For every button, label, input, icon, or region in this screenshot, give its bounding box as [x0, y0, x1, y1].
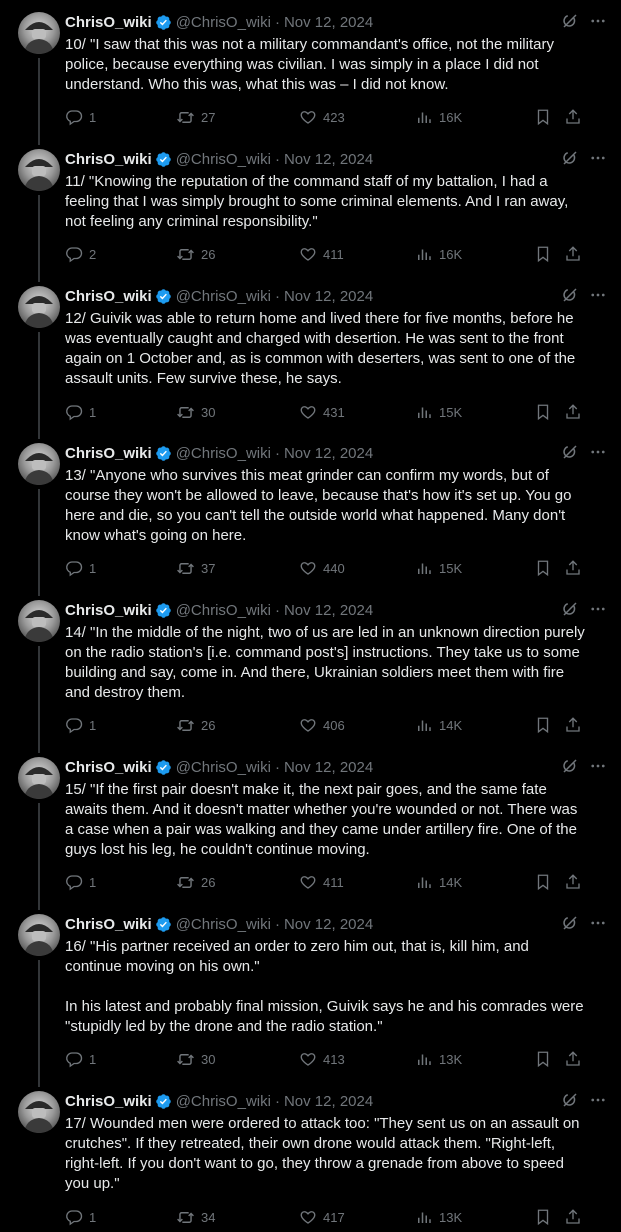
tweet-header — [65, 443, 373, 463]
grok-icon[interactable] — [561, 149, 579, 167]
views-count: 16K — [439, 109, 463, 125]
action-bar — [65, 243, 585, 265]
tweet-text: 13/ "Anyone who survives this meat grinder can confirm my words, but of course they won't be allowed to leave, because that's how it's set up. You go here and die, so you can't tell the outside world what happened. Many don't know what's going on here. — [65, 467, 572, 544]
repost-count: 26 — [201, 717, 216, 733]
views-icon — [415, 1050, 433, 1068]
repost-button[interactable] — [176, 871, 215, 893]
bookmark-button[interactable] — [534, 714, 552, 736]
more-icon[interactable] — [589, 149, 607, 167]
thread-line — [38, 195, 40, 282]
share-button[interactable] — [564, 557, 582, 579]
share-button[interactable] — [564, 243, 582, 265]
views-button[interactable] — [415, 1206, 462, 1228]
views-button[interactable] — [415, 1048, 462, 1070]
more-icon[interactable] — [589, 914, 607, 932]
views-count: 15K — [439, 560, 463, 576]
like-count: 440 — [323, 560, 345, 576]
author-handle[interactable]: @ChrisO_wiki — [175, 13, 271, 31]
grok-icon[interactable] — [561, 757, 579, 775]
reply-count: 1 — [89, 874, 97, 890]
bookmark-icon — [534, 1208, 552, 1226]
bookmark-button[interactable] — [534, 871, 552, 893]
tweet-date[interactable]: Nov 12, 2024 — [283, 444, 374, 462]
action-bar — [65, 714, 585, 736]
author-handle[interactable]: @ChrisO_wiki — [175, 915, 271, 933]
reply-count: 1 — [89, 717, 97, 733]
separator-dot: · — [274, 758, 280, 776]
tweet-top-icons — [561, 1091, 607, 1109]
reply-icon — [65, 108, 83, 126]
tweet-top-icons — [561, 757, 607, 775]
repost-button[interactable] — [176, 106, 215, 128]
share-icon — [564, 559, 582, 577]
tweet-date[interactable]: Nov 12, 2024 — [283, 287, 374, 305]
more-icon[interactable] — [589, 12, 607, 30]
repost-count: 26 — [201, 874, 216, 890]
like-icon — [299, 873, 317, 891]
grok-icon[interactable] — [561, 286, 579, 304]
thread-line — [38, 960, 40, 1087]
reply-button[interactable] — [65, 714, 96, 736]
tweet-date[interactable]: Nov 12, 2024 — [283, 601, 374, 619]
views-icon — [415, 1208, 433, 1226]
repost-count: 30 — [201, 1051, 216, 1067]
bookmark-button[interactable] — [534, 243, 552, 265]
author-handle[interactable]: @ChrisO_wiki — [175, 1092, 271, 1110]
repost-button[interactable] — [176, 714, 215, 736]
author-name[interactable]: ChrisO_wiki — [65, 444, 152, 462]
avatar[interactable] — [18, 1091, 60, 1133]
like-icon — [299, 403, 317, 421]
bookmark-icon — [534, 245, 552, 263]
repost-icon — [176, 716, 195, 735]
like-button[interactable] — [299, 1206, 345, 1228]
repost-icon — [176, 1208, 195, 1227]
avatar[interactable] — [18, 443, 60, 485]
reply-count: 1 — [89, 1209, 97, 1225]
thread-line — [38, 332, 40, 439]
thread-line — [38, 803, 40, 910]
bookmark-icon — [534, 716, 552, 734]
tweet-date[interactable]: Nov 12, 2024 — [283, 915, 374, 933]
views-icon — [415, 559, 433, 577]
tweet-header — [65, 149, 373, 169]
reply-button[interactable] — [65, 1048, 96, 1070]
tweet-top-icons — [561, 600, 607, 618]
repost-icon — [176, 245, 195, 264]
avatar[interactable] — [18, 149, 60, 191]
reply-icon — [65, 245, 83, 263]
tweet-text: 14/ "In the middle of the night, two of us are led in an unknown direction purely on the radio station's [i.e. command post's] instructions. They take us to some building and say, come in. And there, Ukrainian soldiers meet them with fire and destroy them. — [65, 624, 585, 701]
author-name[interactable]: ChrisO_wiki — [65, 150, 152, 168]
tweet-header — [65, 757, 373, 777]
tweet-text: 12/ Guivik was able to return home and lived there for five months, before he was eventually caught and charged with desertion. He was sent to the front again on 1 October and, as is common with deserters, was sent to one of the assault units. Few survive these, he says. — [65, 310, 576, 387]
bookmark-button[interactable] — [534, 106, 552, 128]
repost-icon — [176, 108, 195, 127]
author-name[interactable]: ChrisO_wiki — [65, 915, 152, 933]
views-button[interactable] — [415, 243, 462, 265]
avatar[interactable] — [18, 600, 60, 642]
separator-dot: · — [274, 13, 280, 31]
grok-icon[interactable] — [561, 1091, 579, 1109]
views-button[interactable] — [415, 714, 462, 736]
share-icon — [564, 108, 582, 126]
like-icon — [299, 1208, 317, 1226]
tweet-header — [65, 600, 373, 620]
thread-line — [38, 489, 40, 596]
share-icon — [564, 1208, 582, 1226]
more-icon[interactable] — [589, 600, 607, 618]
views-count: 13K — [439, 1209, 463, 1225]
grok-icon[interactable] — [561, 600, 579, 618]
tweet-text: 17/ Wounded men were ordered to attack too: "They sent us on an assault on crutches". If they retreated, their own drone would attack them. "Right-left, right-left. If you don't want to go, they throw a grenade from above to speed you up." — [65, 1115, 580, 1192]
views-button[interactable] — [415, 871, 462, 893]
bookmark-icon — [534, 403, 552, 421]
like-count: 411 — [323, 874, 344, 890]
like-icon — [299, 1050, 317, 1068]
repost-count: 27 — [201, 109, 216, 125]
verified-badge-icon — [155, 1093, 172, 1110]
bookmark-icon — [534, 108, 552, 126]
tweet-date[interactable]: Nov 12, 2024 — [283, 150, 374, 168]
verified-badge-icon — [155, 151, 172, 168]
tweet-top-icons — [561, 914, 607, 932]
tweet[interactable] — [0, 745, 621, 902]
tweet-header — [65, 1091, 373, 1111]
thread-line — [38, 58, 40, 145]
action-bar — [65, 557, 585, 579]
verified-badge-icon — [155, 602, 172, 619]
verified-badge-icon — [155, 916, 172, 933]
separator-dot: · — [274, 601, 280, 619]
like-count: 417 — [323, 1209, 345, 1225]
more-icon[interactable] — [589, 443, 607, 461]
bookmark-icon — [534, 1050, 552, 1068]
views-count: 14K — [439, 717, 463, 733]
author-handle[interactable]: @ChrisO_wiki — [175, 601, 271, 619]
reply-icon — [65, 716, 83, 734]
bookmark-button[interactable] — [534, 1206, 552, 1228]
like-count: 431 — [323, 404, 345, 420]
tweet-text: 16/ "His partner received an order to zero him out, that is, kill him, and continue moving on his own." In his latest and probably final mission, Guivik says he and his comrades were "stupidly led by the drone and the radio station." — [65, 938, 584, 1035]
tweet-top-icons — [561, 12, 607, 30]
grok-icon[interactable] — [561, 914, 579, 932]
repost-button[interactable] — [176, 557, 215, 579]
reply-count: 1 — [89, 560, 97, 576]
views-icon — [415, 716, 433, 734]
views-button[interactable] — [415, 401, 462, 423]
share-icon — [564, 716, 582, 734]
share-button[interactable] — [564, 871, 582, 893]
separator-dot: · — [274, 150, 280, 168]
verified-badge-icon — [155, 14, 172, 31]
reply-icon — [65, 1050, 83, 1068]
views-icon — [415, 403, 433, 421]
more-icon[interactable] — [589, 286, 607, 304]
author-handle[interactable]: @ChrisO_wiki — [175, 150, 271, 168]
share-button[interactable] — [564, 714, 582, 736]
like-button[interactable] — [299, 401, 345, 423]
author-handle[interactable]: @ChrisO_wiki — [175, 758, 271, 776]
author-name[interactable]: ChrisO_wiki — [65, 287, 152, 305]
repost-button[interactable] — [176, 1048, 215, 1070]
like-icon — [299, 108, 317, 126]
views-count: 14K — [439, 874, 463, 890]
bookmark-button[interactable] — [534, 557, 552, 579]
reply-button[interactable] — [65, 106, 96, 128]
views-button[interactable] — [415, 557, 462, 579]
like-count: 411 — [323, 246, 344, 262]
repost-count: 37 — [201, 560, 216, 576]
views-icon — [415, 108, 433, 126]
author-name[interactable]: ChrisO_wiki — [65, 13, 152, 31]
tweet-text: 11/ "Knowing the reputation of the command staff of my battalion, I had a feeling that I was simply brought to some criminal elements. And I ran away, not feeling any criminal responsibility." — [65, 173, 569, 230]
tweet-header — [65, 914, 373, 934]
like-count: 406 — [323, 717, 345, 733]
more-icon[interactable] — [589, 757, 607, 775]
reply-count: 2 — [89, 246, 97, 262]
views-icon — [415, 245, 433, 263]
like-icon — [299, 245, 317, 263]
share-icon — [564, 403, 582, 421]
author-handle[interactable]: @ChrisO_wiki — [175, 444, 271, 462]
bookmark-icon — [534, 873, 552, 891]
share-button[interactable] — [564, 1206, 582, 1228]
tweet-text: 10/ "I saw that this was not a military commandant's office, not the military police, because everything was civilian. I was simply in a place I did not understand. Who this was, what this was – I did not know. — [65, 36, 554, 93]
separator-dot: · — [274, 287, 280, 305]
grok-icon[interactable] — [561, 443, 579, 461]
reply-icon — [65, 559, 83, 577]
repost-button[interactable] — [176, 243, 215, 265]
share-button[interactable] — [564, 401, 582, 423]
reply-icon — [65, 403, 83, 421]
views-count: 13K — [439, 1051, 463, 1067]
reply-count: 1 — [89, 109, 97, 125]
share-icon — [564, 245, 582, 263]
repost-count: 26 — [201, 246, 216, 262]
tweet-date[interactable]: Nov 12, 2024 — [283, 758, 374, 776]
views-button[interactable] — [415, 106, 462, 128]
like-button[interactable] — [299, 106, 345, 128]
tweet-text: 15/ "If the first pair doesn't make it, the next pair goes, and the same fate awaits them. And it doesn't matter whether you're wounded or not. There was a case when a pair was walking and they came under artillery fire. One of the guys lost his leg, he couldn't continue moving. — [65, 781, 578, 858]
author-name[interactable]: ChrisO_wiki — [65, 601, 152, 619]
repost-button[interactable] — [176, 401, 215, 423]
tweet[interactable] — [0, 902, 621, 1079]
author-handle[interactable]: @ChrisO_wiki — [175, 287, 271, 305]
repost-icon — [176, 1050, 195, 1069]
action-bar — [65, 401, 585, 423]
reply-count: 1 — [89, 1051, 97, 1067]
share-button[interactable] — [564, 106, 582, 128]
tweet[interactable] — [0, 274, 621, 431]
tweet-date[interactable]: Nov 12, 2024 — [283, 13, 374, 31]
separator-dot: · — [274, 444, 280, 462]
tweet-header — [65, 12, 373, 32]
reply-button[interactable] — [65, 401, 96, 423]
tweet[interactable] — [0, 0, 621, 137]
action-bar — [65, 1206, 585, 1228]
repost-button[interactable] — [176, 1206, 215, 1228]
like-button[interactable] — [299, 243, 344, 265]
author-name[interactable]: ChrisO_wiki — [65, 758, 152, 776]
views-count: 16K — [439, 246, 463, 262]
separator-dot: · — [274, 1092, 280, 1110]
share-icon — [564, 873, 582, 891]
tweet-top-icons — [561, 443, 607, 461]
more-icon[interactable] — [589, 1091, 607, 1109]
tweet[interactable] — [0, 137, 621, 274]
avatar[interactable] — [18, 286, 60, 328]
reply-button[interactable] — [65, 243, 96, 265]
reply-icon — [65, 873, 83, 891]
like-button[interactable] — [299, 1048, 345, 1070]
action-bar — [65, 1048, 585, 1070]
grok-icon[interactable] — [561, 12, 579, 30]
verified-badge-icon — [155, 759, 172, 776]
reply-button[interactable] — [65, 1206, 96, 1228]
tweet[interactable] — [0, 588, 621, 745]
tweet-header — [65, 286, 373, 306]
action-bar — [65, 106, 585, 128]
like-count: 423 — [323, 109, 345, 125]
views-icon — [415, 873, 433, 891]
reply-icon — [65, 1208, 83, 1226]
like-icon — [299, 559, 317, 577]
like-button[interactable] — [299, 557, 345, 579]
share-button[interactable] — [564, 1048, 582, 1070]
like-icon — [299, 716, 317, 734]
like-button[interactable] — [299, 871, 344, 893]
like-button[interactable] — [299, 714, 345, 736]
tweet[interactable] — [0, 1079, 621, 1232]
thread-line — [38, 646, 40, 753]
tweet-top-icons — [561, 286, 607, 304]
verified-badge-icon — [155, 445, 172, 462]
action-bar — [65, 871, 585, 893]
bookmark-button[interactable] — [534, 401, 552, 423]
bookmark-button[interactable] — [534, 1048, 552, 1070]
tweet-date[interactable]: Nov 12, 2024 — [283, 1092, 374, 1110]
tweet[interactable] — [0, 431, 621, 588]
avatar[interactable] — [18, 12, 60, 54]
reply-button[interactable] — [65, 871, 96, 893]
repost-icon — [176, 873, 195, 892]
repost-icon — [176, 559, 195, 578]
author-name[interactable]: ChrisO_wiki — [65, 1092, 152, 1110]
reply-button[interactable] — [65, 557, 96, 579]
views-count: 15K — [439, 404, 463, 420]
repost-count: 34 — [201, 1209, 216, 1225]
avatar[interactable] — [18, 757, 60, 799]
separator-dot: · — [274, 915, 280, 933]
bookmark-icon — [534, 559, 552, 577]
tweet-top-icons — [561, 149, 607, 167]
repost-count: 30 — [201, 404, 216, 420]
avatar[interactable] — [18, 914, 60, 956]
verified-badge-icon — [155, 288, 172, 305]
share-icon — [564, 1050, 582, 1068]
repost-icon — [176, 403, 195, 422]
like-count: 413 — [323, 1051, 345, 1067]
reply-count: 1 — [89, 404, 97, 420]
